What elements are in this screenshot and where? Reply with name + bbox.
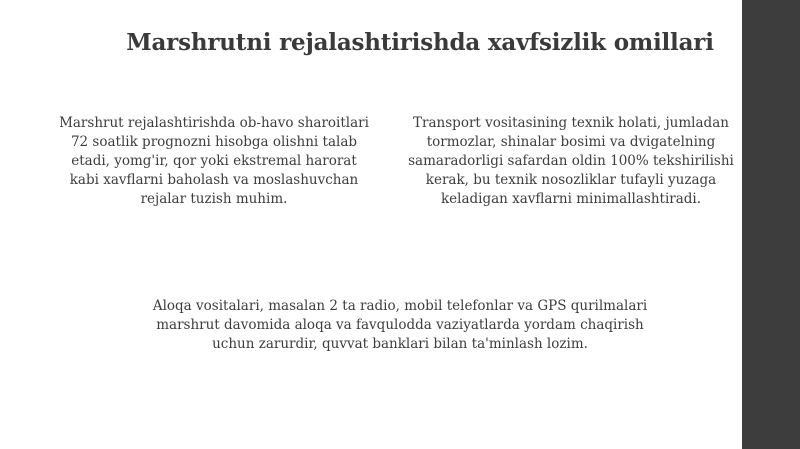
slide-title: Marshrutni rejalashtirishda xavfsizlik omillari bbox=[126, 29, 714, 56]
side-bar bbox=[742, 0, 800, 449]
paragraph-communication: Aloqa vositalari, masalan 2 ta radio, mobil telefonlar va GPS qurilmalari marshrut davomida aloqa va favqulodda vaziyatlarda yordam chaqirish uchun zarurdir, quvvat banklari bilan ta'minlash lozim. bbox=[152, 298, 648, 352]
paragraph-vehicle-condition: Transport vositasining texnik holati, jumladan tormozlar, shinalar bosimi va dvigatelning samaradorligi safardan oldin 100% tekshirilishi kerak, bu texnik nosozliklar tufayli yuzaga keladigan xavflarni minimallashtiradi. bbox=[408, 115, 734, 207]
paragraph-weather: Marshrut rejalashtirishda ob-havo sharoitlari 72 soatlik prognozni hisobga olishni talab etadi, yomg'ir, qor yoki ekstremal harorat kabi xavflarni baholash va moslashuvchan rejalar tuzish muhim. bbox=[59, 115, 369, 207]
